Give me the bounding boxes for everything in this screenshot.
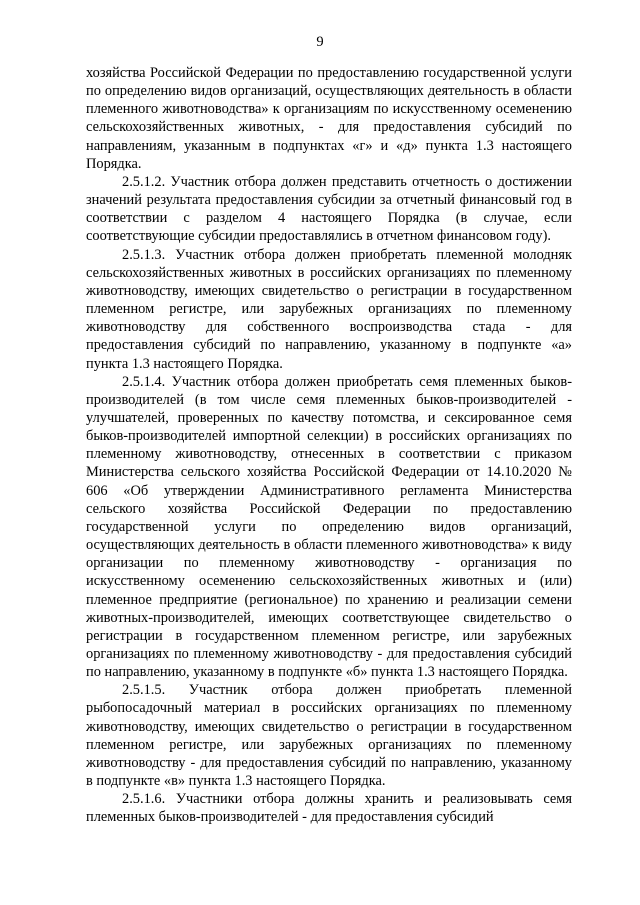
paragraph-continuation: хозяйства Российской Федерации по предоставлению государственной услуги по определению видов организаций, осуществляющих деятельность в области племенного животноводства» к организациям по искусственному осеменению сельскохозяйственных животных, - для предоставления субсидий по направлениям, указанным в подпунктах «г» и «д» пункта 1.3 настоящего Порядка. [86, 65, 572, 172]
paragraph-2-5-1-4: 2.5.1.4. Участник отбора должен приобретать семя племенных быков-производителей (в том числе семя племенных быков-производителей - улучшателей, проверенных по качеству потомства, и сексированное семя быков-производителей импортной селекции) в российских организациях по племенному животноводству, отнесенных в соответствии с приказом Министерства сельского хозяйства Российской Федерации от 14.10.2020 № 606 «Об утверждении Административного регламента Министерства сельского хозяйства Российской Федерации по предоставлению государственной услуги по определению видов организаций, осуществляющих деятельность в области племенного животноводства» к виду организации по племенному животноводству - организация по искусственному осеменению сельскохозяйственных животных и (или) племенное предприятие (региональное) по хранению и реализации семени животных-производителей, имеющих соответствующее свидетельство о регистрации в государственном племенном регистре, или зарубежных организациях по племенному животноводству - для предоставления субсидий по направлению, указанному в подпункте «б» пункта 1.3 настоящего Порядка. [86, 373, 572, 681]
document-body [86, 64, 572, 827]
paragraph-2-5-1-3: 2.5.1.3. Участник отбора должен приобретать племенной молодняк сельскохозяйственных животных в российских организациях по племенному животноводству, имеющих свидетельство о регистрации в государственном племенном регистре, или зарубежных организациях по племенному животноводству для собственного воспроизводства стада - для предоставления субсидий по направлению, указанному в подпункте «а» пункта 1.3 настоящего Порядка. [86, 246, 572, 372]
paragraph-2-5-1-6: 2.5.1.6. Участники отбора должны хранить и реализовывать семя племенных быков-производителей - для предоставления субсидий [86, 791, 572, 826]
paragraph-2-5-1-5: 2.5.1.5. Участник отбора должен приобретать племенной рыбопосадочный материал в российских организациях по племенному животноводству, имеющих свидетельство о регистрации в государственном племенном регистре, или зарубежных организациях по племенному животноводству - для предоставления субсидий по направлению, указанному в подпункте «в» пункта 1.3 настоящего Порядка. [86, 682, 572, 790]
paragraph-2-5-1-2: 2.5.1.2. Участник отбора должен представить отчетность о достижении значений результата предоставления субсидии за отчетный финансовый год в соответствии с разделом 4 настоящего Порядка (в случае, если соответствующие субсидии предоставлялись в отчетном финансовом году). [86, 173, 572, 245]
page-number: 9 [316, 34, 324, 50]
